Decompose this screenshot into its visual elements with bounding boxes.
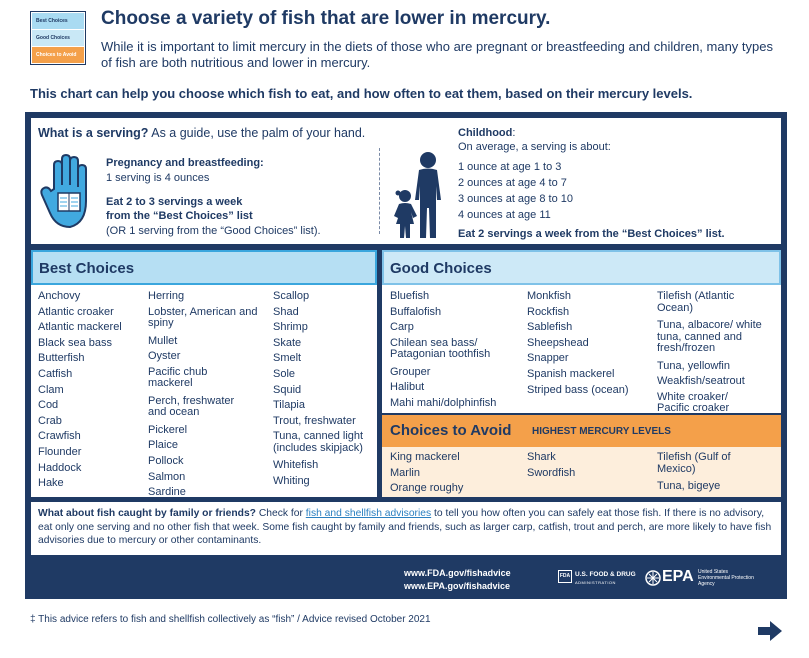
fish-item: Mullet	[148, 334, 178, 347]
fish-item: Sheepshead	[527, 336, 589, 349]
family-pre-link: Check for	[258, 508, 303, 519]
epa-url[interactable]: www.EPA.gov/fishadvice	[404, 581, 511, 591]
best-choices-header	[31, 250, 377, 285]
fish-item: Black sea bass	[38, 336, 112, 349]
fish-item: Carp	[390, 321, 414, 334]
fish-item: Anchovy	[38, 290, 81, 302]
fish-item: White croaker/ Pacific croaker	[657, 390, 730, 415]
fish-item: Plaice	[148, 439, 178, 452]
fish-item: Chilean sea bass/ Patagonian toothfish	[390, 336, 491, 361]
fish-item: Trout, freshwater	[273, 414, 356, 427]
childhood-title: Childhood:	[458, 127, 516, 139]
advisories-link[interactable]: fish and shellfish advisories	[305, 508, 432, 519]
fda-name: U.S. FOOD & DRUG	[575, 571, 636, 578]
fish-item: Shark	[527, 451, 556, 463]
age-line: 3 ounces at age 8 to 10	[458, 193, 573, 205]
fish-item: Atlantic croaker	[38, 305, 114, 318]
pregnancy-serving: 1 serving is 4 ounces	[106, 172, 210, 184]
best-col-3	[273, 289, 377, 490]
avoid-col-3	[657, 450, 767, 495]
fish-item: Grouper	[390, 365, 431, 378]
fish-item: Tilefish (Atlantic Ocean)	[657, 290, 735, 314]
fish-item: Rockfish	[527, 305, 570, 318]
family-question: What about fish caught by family or friends?	[38, 508, 256, 519]
fish-item: Mahi mahi/dolphinfish	[390, 396, 497, 409]
legend-good: Good Choices	[32, 30, 84, 46]
fish-item: Striped bass (ocean)	[527, 383, 629, 396]
fda-subname: ADMINISTRATION	[575, 580, 616, 585]
fish-item: King mackerel	[390, 451, 460, 463]
fish-item: Pickerel	[148, 423, 188, 436]
best-col-2	[148, 289, 268, 501]
fish-item: Shrimp	[273, 321, 308, 334]
eat-line-1: Eat 2 to 3 servings a week	[106, 196, 243, 208]
avoid-header	[382, 415, 781, 447]
serving-question: What is a serving?	[38, 126, 149, 140]
fish-item: Tuna, bigeye	[657, 480, 721, 492]
fish-item: Catfish	[38, 367, 73, 380]
fish-item: Marlin	[390, 466, 420, 479]
fish-item: Weakfish/seatrout	[657, 375, 745, 388]
fish-item: Hake	[38, 477, 64, 490]
eat-line-3: (OR 1 serving from the “Good Choices” list).	[106, 225, 321, 237]
footnote: ‡ This advice refers to fish and shellfish collectively as “fish” / Advice revised October 2021	[30, 614, 431, 625]
good-col-2	[527, 289, 629, 398]
fish-item: Salmon	[148, 470, 186, 483]
fda-url[interactable]: www.FDA.gov/fishadvice	[404, 568, 511, 578]
divider	[379, 148, 380, 234]
legend-best: Best Choices	[32, 13, 84, 29]
fish-item: Cod	[38, 399, 59, 412]
fish-item: Haddock	[38, 461, 82, 474]
good-choices-header	[382, 250, 781, 285]
serving-heading	[38, 126, 365, 140]
epa-logo-text: EPA	[662, 568, 694, 585]
good-choices-title: Good Choices	[390, 260, 492, 277]
serving-guide: As a guide, use the palm of your hand.	[151, 126, 366, 140]
fish-item: Shad	[273, 305, 299, 318]
hand-icon	[40, 153, 96, 233]
age-line: 1 ounce at age 1 to 3	[458, 161, 562, 173]
fish-item: Herring	[148, 290, 185, 302]
subheading: This chart can help you choose which fish to eat, and how often to eat them, based on their mercury levels.	[30, 86, 693, 101]
fish-item: Tuna, yellowfin	[657, 359, 730, 372]
fish-item: Tuna, albacore/ white tuna, canned and fresh/frozen	[657, 319, 762, 354]
next-arrow-icon[interactable]	[757, 620, 783, 642]
fish-item: Butterfish	[38, 352, 85, 365]
fish-item: Skate	[273, 336, 302, 349]
fish-item: Crawfish	[38, 430, 81, 443]
avoid-col-1	[390, 450, 463, 497]
age-line: 2 ounces at age 4 to 7	[458, 177, 567, 189]
fish-item: Lobster, American and spiny	[148, 305, 258, 330]
fish-item: Snapper	[527, 352, 569, 365]
best-choices-title: Best Choices	[39, 260, 135, 277]
fish-item: Pacific chub mackerel	[148, 365, 208, 390]
fish-item: Sole	[273, 367, 296, 380]
childhood-subtitle: On average, a serving is about:	[458, 141, 611, 153]
best-col-1	[38, 289, 122, 492]
fish-item: Scallop	[273, 290, 310, 302]
fish-item: Oyster	[148, 350, 181, 363]
fish-item: Tilefish (Gulf of Mexico)	[657, 451, 731, 475]
good-col-3	[657, 289, 777, 419]
fish-item: Tuna, canned light (includes skipjack)	[273, 430, 364, 454]
fish-item: Perch, freshwater and ocean	[148, 394, 235, 419]
legend-icon	[30, 11, 86, 65]
fish-item: Spanish mackerel	[527, 367, 615, 380]
fish-item: Tilapia	[273, 399, 305, 412]
fish-item: Pollock	[148, 454, 184, 467]
fish-item: Flounder	[38, 445, 82, 458]
family-body: to tell you how often you can safely eat those fish. If there is no advisory, eat only one serving and no other fish that week. Some fish caught by family and friends, such as larger carp, catfish, trout and perch, are more likely to have fish advisories due to mercury or other contaminants.	[38, 508, 772, 546]
fish-item: Swordfish	[527, 466, 576, 479]
avoid-subtitle: HIGHEST MERCURY LEVELS	[532, 426, 671, 437]
fish-item: Crab	[38, 414, 62, 427]
eat-line-2: from the “Best Choices” list	[106, 210, 253, 222]
intro-text: While it is important to limit mercury in the diets of those who are pregnant or breastfeeding and children, many types of fish are both nutritious and lower in mercury.	[101, 39, 773, 70]
avoid-col-2	[527, 450, 575, 481]
pregnancy-title: Pregnancy and breastfeeding:	[106, 157, 264, 169]
fish-item: Whitefish	[273, 459, 319, 472]
children-icon	[392, 150, 446, 240]
epa-flower-icon	[645, 570, 661, 586]
fish-item: Smelt	[273, 352, 302, 365]
age-line: 4 ounces at age 11	[458, 209, 551, 221]
fish-item: Atlantic mackerel	[38, 321, 122, 334]
legend-avoid: Choices to Avoid	[32, 47, 84, 63]
fish-item: Squid	[273, 383, 302, 396]
good-col-1	[390, 289, 520, 412]
epa-agency-name: United States Environmental Protection Agency	[698, 569, 754, 587]
fish-item: Buffalofish	[390, 305, 442, 318]
fish-item: Sablefish	[527, 321, 573, 334]
fish-item: Orange roughy	[390, 482, 464, 495]
family-text	[38, 507, 776, 548]
childhood-eat: Eat 2 servings a week from the “Best Choices” list.	[458, 228, 725, 240]
fish-item: Bluefish	[390, 290, 430, 302]
fish-item: Clam	[38, 383, 64, 396]
fish-item: Whiting	[273, 474, 310, 487]
page-title: Choose a variety of fish that are lower in mercury.	[101, 8, 551, 29]
fish-item: Monkfish	[527, 290, 572, 302]
fish-item: Sardine	[148, 486, 186, 499]
fda-logo-icon: FDA	[558, 570, 572, 583]
fish-item: Halibut	[390, 381, 425, 394]
avoid-title: Choices to Avoid	[390, 422, 512, 439]
